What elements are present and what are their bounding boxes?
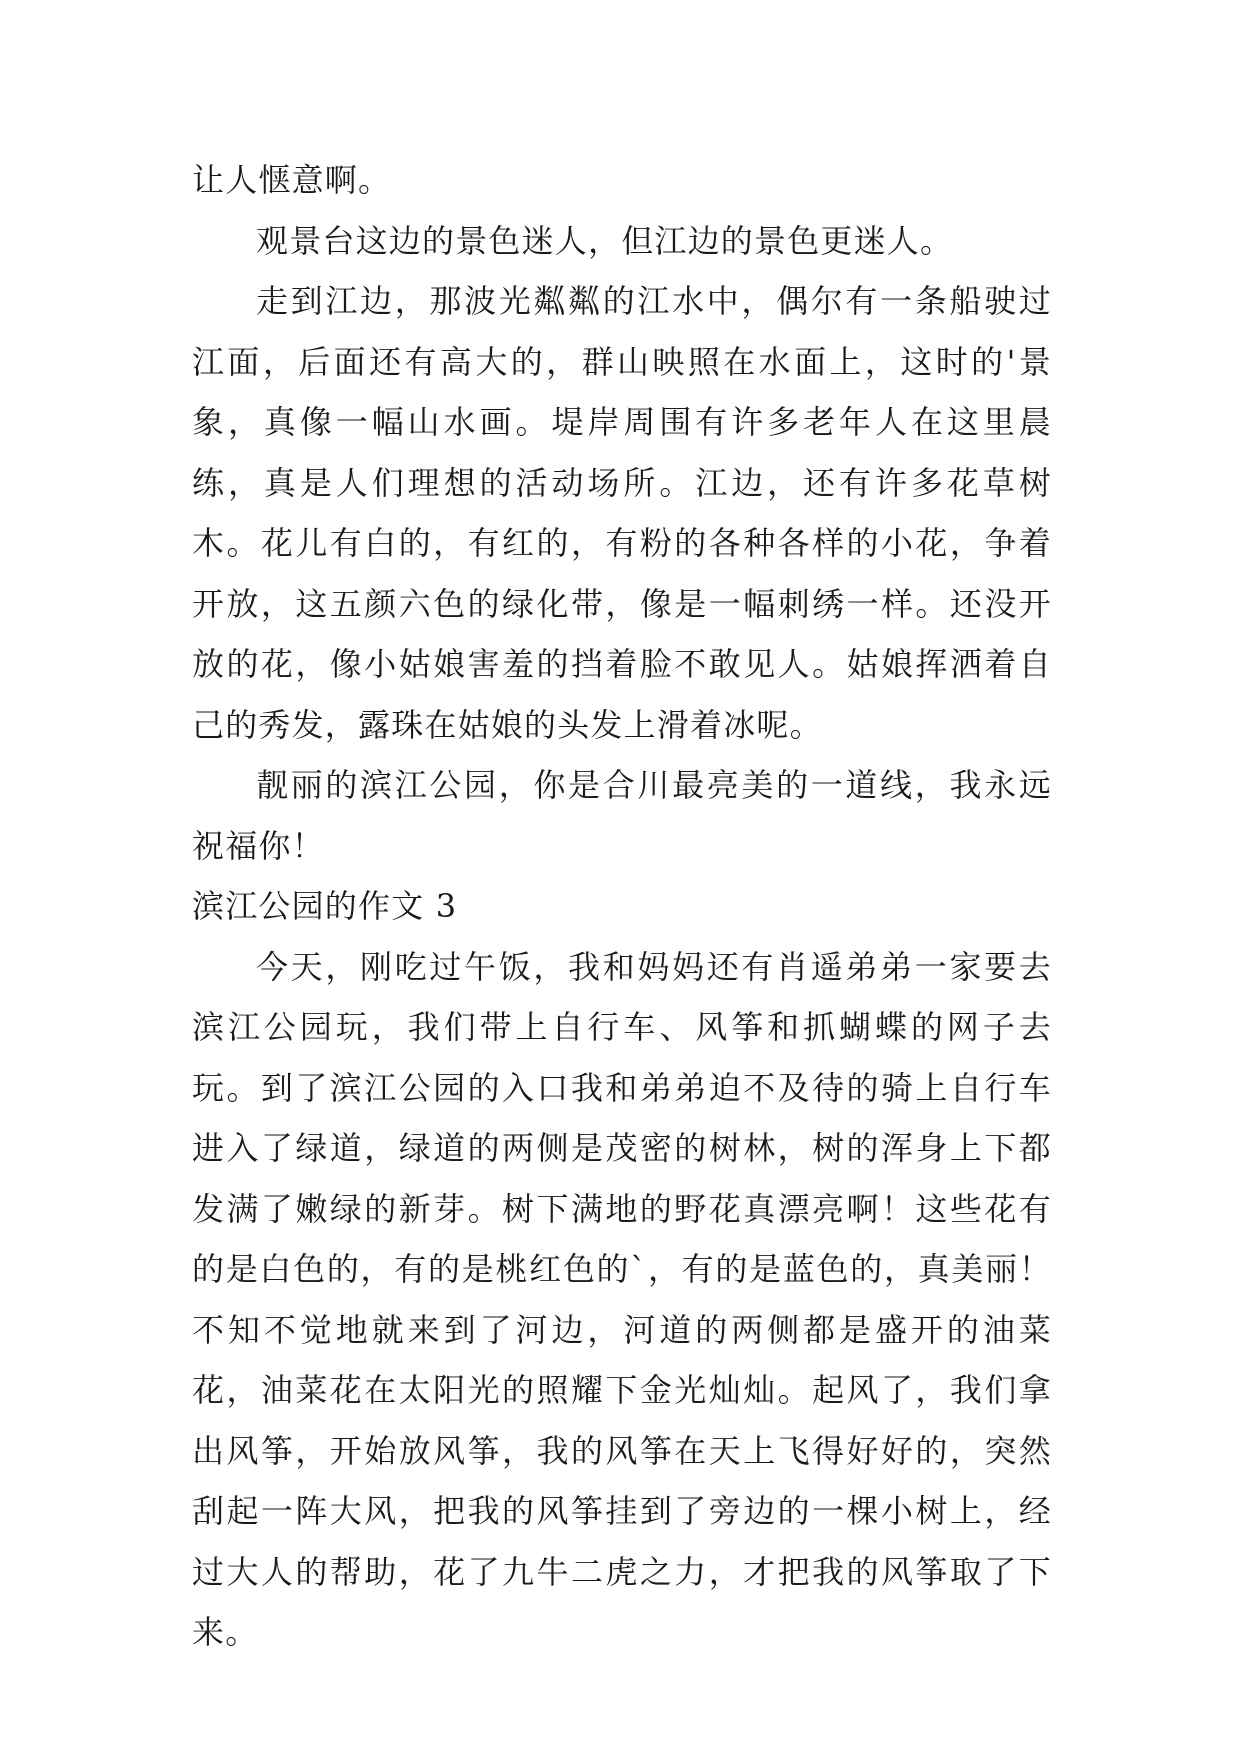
paragraph: 今天，刚吃过午饭，我和妈妈还有肖遥弟弟一家要去滨江公园玩，我们带上自行车、风筝和抓蝴蝶的网子去玩。到了滨江公园的入口我和弟弟迫不及待的骑上自行车进入了绿道，绿道的两侧是茂密的树林，树的浑身上下都发满了嫩绿的新芽。树下满地的野花真漂亮啊！这些花有的是白色的，有的是桃红色的`，有的是蓝色的，真美丽！不知不觉地就来到了河边，河道的两侧都是盛开的油菜花，油菜花在太阳光的照耀下金光灿灿。起风了，我们拿出风筝，开始放风筝，我的风筝在天上飞得好好的，突然刮起一阵大风，把我的风筝挂到了旁边的一棵小树上，经过大人的帮助，花了九牛二虎之力，才把我的风筝取了下来。	[192, 947, 1052, 1651]
paragraph: 让人惬意啊。	[192, 161, 392, 199]
paragraph: 走到江边，那波光粼粼的江水中，偶尔有一条船驶过江面，后面还有高大的，群山映照在水面上，这时的'景象，真像一幅山水画。堤岸周围有许多老年人在这里晨练，真是人们理想的活动场所。江边，还有许多花草树木。花儿有白的，有红的，有粉的各种各样的小花，争着开放，这五颜六色的绿化带，像是一幅刺绣一样。还没开放的花，像小姑娘害羞的挡着脸不敢见人。姑娘挥洒着自己的秀发，露珠在姑娘的头发上滑着冰呢。	[192, 282, 1052, 744]
document-body	[192, 150, 1052, 1663]
paragraph: 靓丽的滨江公园，你是合川最亮美的一道线，我永远祝福你！	[192, 766, 1052, 865]
section-title: 滨江公园的作文 3	[192, 887, 458, 925]
paragraph: 观景台这边的景色迷人，但江边的景色更迷人。	[256, 221, 954, 260]
